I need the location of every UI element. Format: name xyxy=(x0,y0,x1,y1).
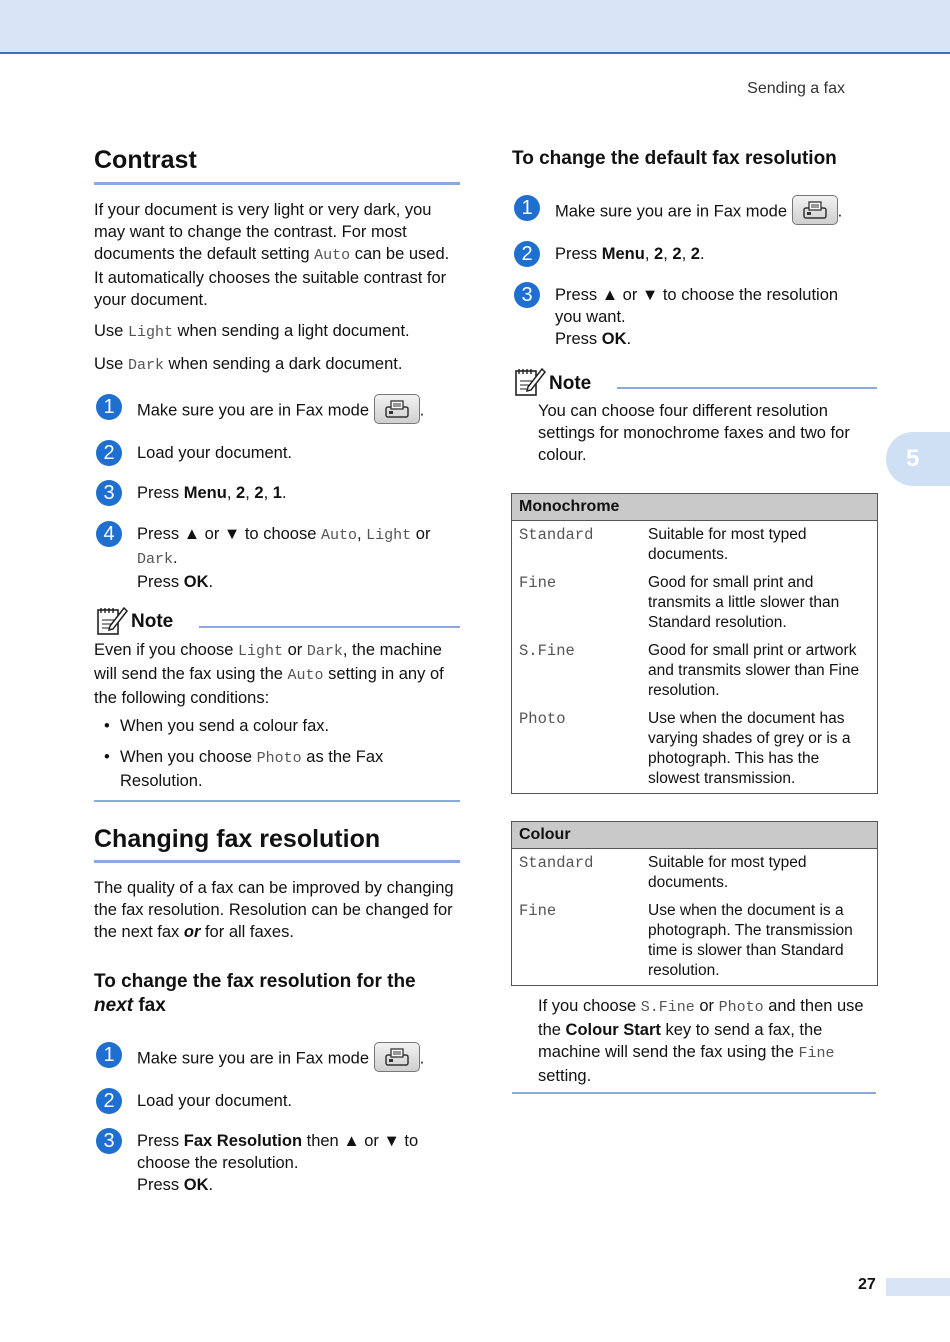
next-fax-subtitle: To change the fax resolution for the next fax xyxy=(94,971,416,1016)
top-banner xyxy=(0,0,950,54)
default-res-title: To change the default fax resolution xyxy=(512,148,837,169)
bullet-dot: • xyxy=(104,748,110,766)
step-number: 2 xyxy=(96,1088,122,1114)
colour-start-note: If you choose S.Fine or Photo and then use the Colour Start key to send a fax, the machine will send the fax using the Fine setting. xyxy=(538,997,864,1085)
step-number: 2 xyxy=(514,241,540,267)
note-end-rule xyxy=(512,1092,876,1094)
fax-mode-icon xyxy=(374,394,420,424)
note-bullet-1: When you send a colour fax. xyxy=(120,717,330,735)
contrast-para-3: Use Dark when sending a dark document. xyxy=(94,355,403,374)
running-head: Sending a fax xyxy=(747,80,845,97)
step-number: 3 xyxy=(514,282,540,308)
step-number: 1 xyxy=(514,195,540,221)
note-end-rule xyxy=(94,800,460,802)
step-number: 3 xyxy=(96,480,122,506)
fax-mode-icon xyxy=(792,195,838,225)
colour-header: Colour xyxy=(512,822,878,849)
contrast-para-1: If your document is very light or very dark, you may want to change the contrast. For most documents the default setting Auto can be used. It automatically chooses the suitable contrast for your document. xyxy=(94,201,450,309)
step-number: 1 xyxy=(96,394,122,420)
bullet-dot: • xyxy=(104,717,110,735)
chapter-tab: 5 xyxy=(886,432,950,486)
note-icon xyxy=(96,604,128,641)
note-bullet-2: When you choose Photo as the Fax Resolution. xyxy=(120,748,384,790)
footer-bar xyxy=(886,1278,950,1296)
note-rule xyxy=(199,626,460,628)
table-row: S.Fine Good for small print or artwork and transmits slower than Fine resolution. xyxy=(519,642,860,699)
changing-title: Changing fax resolution xyxy=(94,825,381,853)
monochrome-table xyxy=(511,493,878,794)
contrast-section xyxy=(94,146,460,377)
note-rule xyxy=(617,387,877,389)
contrast-title-rule xyxy=(94,182,460,185)
table-row: Photo Use when the document has varying shades of grey or is a photograph. This has the slowest transmission. xyxy=(519,710,851,787)
page-number: 27 xyxy=(858,1276,876,1293)
table-row: Fine Good for small print and transmits a little slower than Standard resolution. xyxy=(519,574,840,631)
step-number: 3 xyxy=(96,1128,122,1154)
step-number: 2 xyxy=(96,440,122,466)
step-number: 4 xyxy=(96,521,122,547)
note-title: Note xyxy=(131,611,174,632)
changing-title-rule xyxy=(94,860,460,863)
note-title: Note xyxy=(549,373,592,394)
monochrome-header: Monochrome xyxy=(512,494,878,521)
contrast-note-text: Even if you choose Light or Dark, the machine will send the fax using the Auto setting in any of the following conditions: xyxy=(94,641,444,707)
colour-table xyxy=(511,821,878,986)
contrast-title: Contrast xyxy=(94,146,197,174)
note-icon xyxy=(514,365,546,402)
table-row: Standard Suitable for most typed documents. xyxy=(519,526,807,563)
table-row: Standard Suitable for most typed documents. xyxy=(519,854,807,891)
fax-mode-icon xyxy=(374,1042,420,1072)
changing-section xyxy=(94,825,460,1018)
changing-para: The quality of a fax can be improved by changing the fax resolution. Resolution can be changed for the next fax or for all faxes. xyxy=(94,879,454,941)
default-note-text: You can choose four different resolution settings for monochrome faxes and two for colour. xyxy=(538,402,850,464)
contrast-para-2: Use Light when sending a light document. xyxy=(94,322,410,341)
step-number: 1 xyxy=(96,1042,122,1068)
table-row: Fine Use when the document is a photograph. The transmission time is slower than Standard resolution. xyxy=(519,902,853,979)
